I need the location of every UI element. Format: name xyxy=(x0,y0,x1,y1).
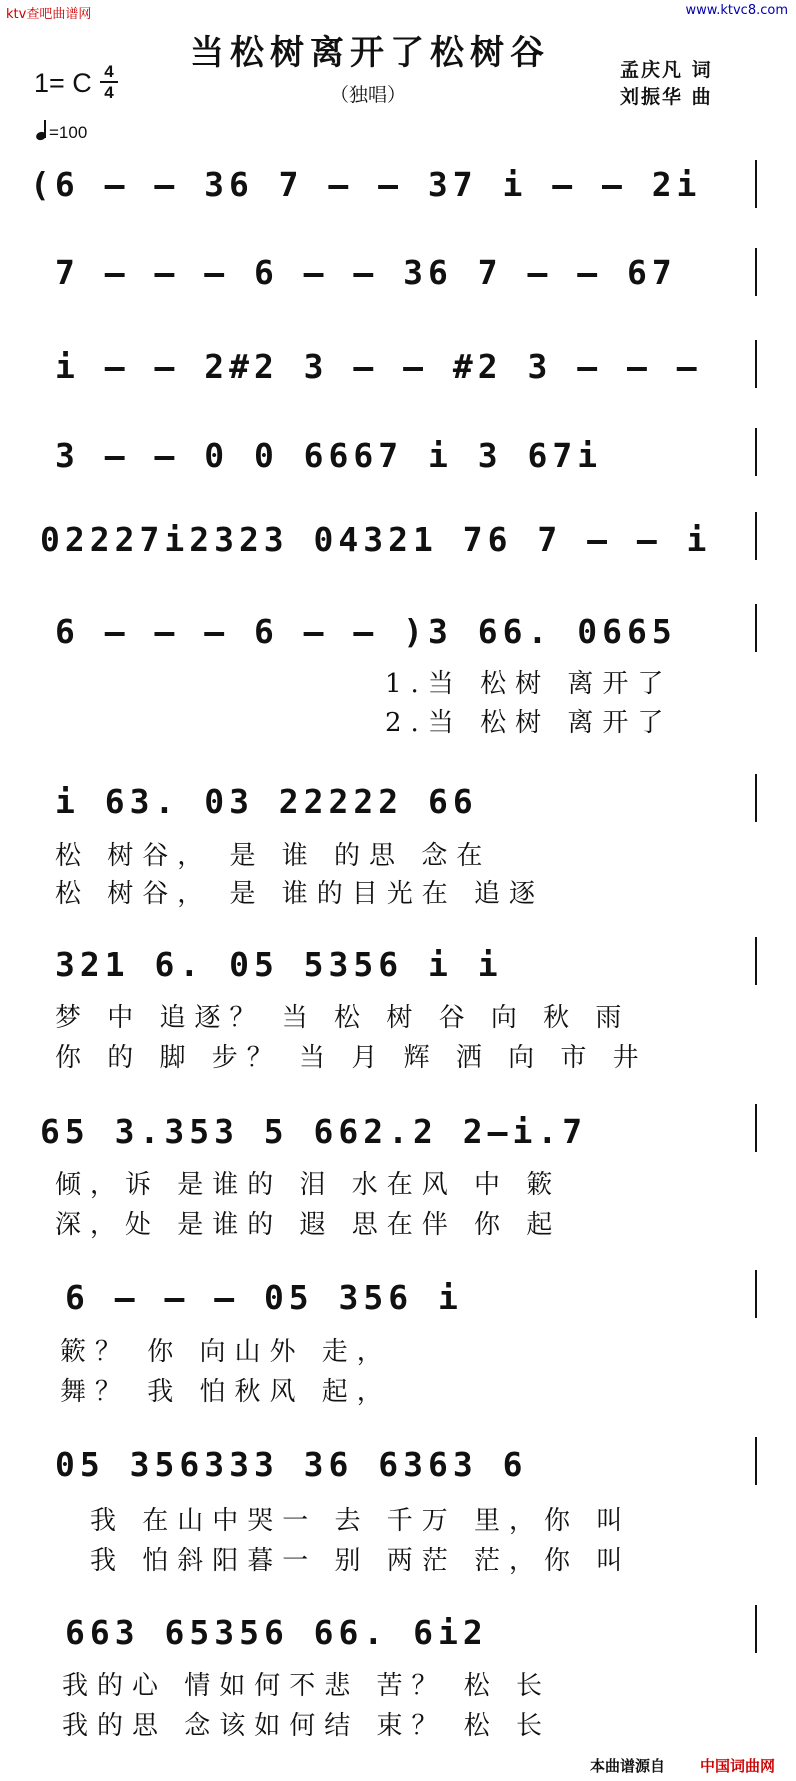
barline xyxy=(755,774,757,822)
score-line-10: 6 – – – 05 356 i xyxy=(65,1278,463,1317)
lyric-line-7-verse-1: 松 树谷， 是 谁 的思 念在 xyxy=(55,841,492,871)
watermark-left: ktv查吧曲谱网 xyxy=(6,7,92,22)
barline xyxy=(755,1605,757,1653)
lyric-line-8-verse-2: 你 的 脚 步？ 当 月 辉 洒 向 市 井 xyxy=(55,1043,648,1073)
barline xyxy=(755,937,757,985)
lyric-line-12-verse-1: 我的心 情如何不悲 苦？ 松 长 xyxy=(62,1671,552,1701)
lyric-line-8-verse-1: 梦 中 追逐？ 当 松 树 谷 向 秋 雨 xyxy=(55,1003,631,1033)
footer-site-link[interactable]: 中国词曲网 xyxy=(700,1757,776,1775)
lyric-line-11-verse-1: 我 在山中哭一 去 千万 里，你 叫 xyxy=(90,1506,632,1536)
lyric-line-12-verse-2: 我的思 念该如何结 束？ 松 长 xyxy=(62,1711,552,1741)
barline xyxy=(755,428,757,476)
watermark-right: www.ktvc8.com xyxy=(685,3,788,18)
barline xyxy=(755,340,757,388)
score-line-12: 663 65356 66. 6i2 xyxy=(65,1613,488,1652)
score-line-5: 02227i2323 04321 76 7 – – i xyxy=(40,520,712,559)
lyric-line-9-verse-2: 深，处 是谁的 遐 思在伴 你 起 xyxy=(55,1210,562,1240)
barline xyxy=(755,604,757,652)
barline xyxy=(755,512,757,560)
lyric-line-7-verse-2: 松 树谷， 是 谁的目光在 追逐 xyxy=(55,879,545,909)
score-line-11: 05 356333 36 6363 6 xyxy=(55,1445,528,1484)
lyric-line-10-verse-1: 簌？ 你 向山外 走， xyxy=(60,1337,392,1367)
score-line-4: 3 – – 0 0 6667 i 3 67i xyxy=(55,436,603,475)
song-title: 当松树离开了松树谷 xyxy=(190,33,550,73)
score-line-3: i – – 2#2 3 – – #2 3 – – – xyxy=(55,347,702,386)
barline xyxy=(755,1104,757,1152)
time-signature xyxy=(100,63,118,101)
lyric-line-11-verse-2: 我 怕斜阳暮一 别 两茫 茫，你 叫 xyxy=(90,1546,632,1576)
tempo-mark xyxy=(36,120,87,143)
tempo-value: =100 xyxy=(49,123,88,142)
barline xyxy=(755,1437,757,1485)
footer-source: 本曲谱源自 xyxy=(590,1757,666,1775)
barline xyxy=(755,248,757,296)
meter-top: 4 xyxy=(104,62,114,81)
barline xyxy=(755,1270,757,1318)
composer-credit: 刘振华 曲 xyxy=(620,86,713,108)
song-subtitle: （独唱） xyxy=(330,84,407,106)
meter-bottom: 4 xyxy=(104,83,114,102)
score-line-9: 65 3.353 5 662.2 2–i.7 xyxy=(40,1112,588,1151)
lyric-line-9-verse-1: 倾，诉 是谁的 泪 水在风 中 簌 xyxy=(55,1170,562,1200)
lyric-line-10-verse-2: 舞？ 我 怕秋风 起， xyxy=(60,1377,392,1407)
lyric-line-6-verse-1: 1.当 松树 离开了 xyxy=(385,669,673,699)
score-line-2: 7 – – – 6 – – 36 7 – – 67 xyxy=(55,253,677,292)
barline xyxy=(755,160,757,208)
score-line-7: i 63. 03 22222 66 xyxy=(55,782,478,821)
lyricist-credit: 孟庆凡 词 xyxy=(620,59,713,81)
lyric-line-6-verse-2: 2.当 松树 离开了 xyxy=(385,708,673,738)
key-signature: 1= C xyxy=(34,68,92,98)
score-line-8: 321 6. 05 5356 i i xyxy=(55,945,503,984)
score-line-1: (6 – – 36 7 – – 37 i – – 2i xyxy=(30,165,702,204)
score-line-6: 6 – – – 6 – – )3 66. 0665 xyxy=(55,612,677,651)
